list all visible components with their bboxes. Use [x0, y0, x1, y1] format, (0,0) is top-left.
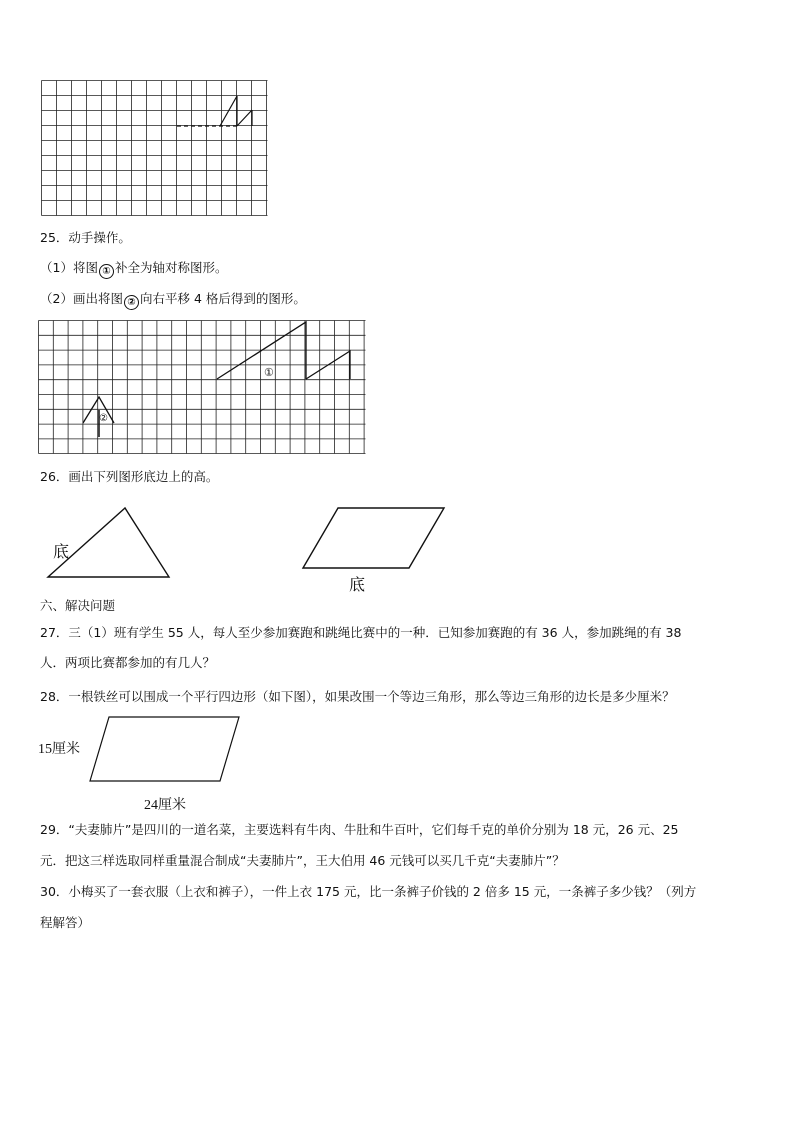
circled-one: ① — [99, 264, 114, 279]
parallelogram-base-label: 底 — [349, 577, 366, 594]
slanted-segment-2 — [237, 110, 252, 126]
q29-line1: 29．“夫妻肺片”是四川的一道名菜，主要选料有牛肉、牛肚和牛百叶，它们每千克的单价分别为 18 元，26 元、25 — [40, 822, 679, 837]
label-shape-1: ① — [264, 367, 274, 379]
q27-line2: 人．两项比赛都参加的有几人？ — [40, 655, 216, 670]
q28-base-label: 24厘米 — [144, 798, 186, 813]
slanted-segment-1 — [220, 96, 237, 126]
q28-parallelogram — [88, 714, 242, 784]
top-grid-figure — [41, 80, 269, 217]
q26-parallelogram — [300, 505, 448, 571]
q28-side-label: 15厘米 — [38, 742, 80, 757]
q25-part1: （1）将图 ① 补全为轴对称图形。 — [40, 260, 228, 277]
circled-two: ② — [124, 295, 139, 310]
triangle-base-label: 底 — [53, 544, 70, 561]
q25-part2: （2）画出将图 ② 向右平移 4 格后得到的图形。 — [40, 291, 306, 308]
q30-line2: 程解答） — [40, 915, 91, 930]
q29-line2: 元．把这三样选取同样重量混合制成“夫妻肺片”，王大伯用 46 元钱可以买几千克“夫妻肺片”？ — [40, 853, 565, 868]
q25-title: 25．动手操作。 — [40, 230, 131, 245]
q27-line1: 27．三（1）班有学生 55 人，每人至少参加赛跑和跳绳比赛中的一种．已知参加赛跑的有 36 人，参加跳绳的有 38 — [40, 625, 682, 640]
label-shape-2: ② — [99, 413, 108, 424]
q26-title: 26．画出下列图形底边上的高。 — [40, 469, 219, 484]
q30-line1: 30．小梅买了一套衣服（上衣和裤子），一件上衣 175 元，比一条裤子价钱的 2 倍多 15 元，一条裤子多少钱？（列方 — [40, 884, 697, 899]
q25-grid-figure — [38, 320, 368, 455]
section-heading: 六、解决问题 — [40, 598, 116, 613]
q28-line1: 28．一根铁丝可以围成一个平行四边形（如下图），如果改围一个等边三角形，那么等边三角形的边长是多少厘米？ — [40, 689, 675, 704]
